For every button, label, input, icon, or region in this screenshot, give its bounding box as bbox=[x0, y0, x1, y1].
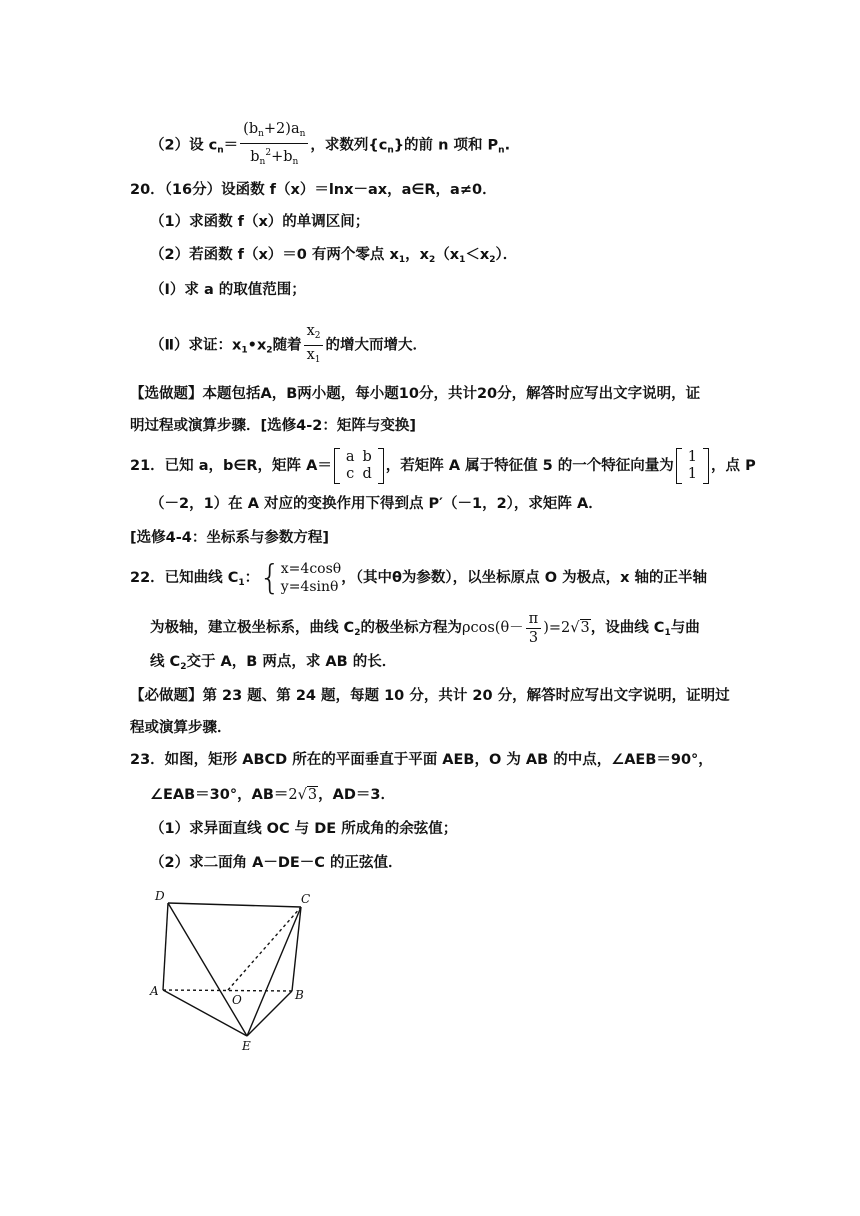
label-E: E bbox=[242, 1039, 251, 1053]
eigen-vector: 1 1 bbox=[676, 448, 709, 484]
edge-AB bbox=[163, 990, 292, 991]
q19-fraction: $\frac{(b_n+2)a_n}{b_n^2+b_n}$ bbox=[240, 120, 308, 171]
edge-CE bbox=[247, 907, 301, 1036]
label-B: B bbox=[295, 988, 304, 1002]
matrix-a: a b c d bbox=[334, 448, 384, 484]
q21-line1: 21．已知 a，b∈R，矩阵 A＝ a b c d ，若矩阵 A 属于特征值 5 的一个特征向量为 1 1 ，点 P bbox=[130, 449, 756, 482]
elective-intro-line1: 【选做题】本题包括A，B两小题，每小题10分，共计20分，解答时应写出文字说明，证 bbox=[130, 386, 701, 402]
edge-DC bbox=[168, 903, 301, 907]
q23-part2: （2）求二面角 A－DE－C 的正弦值． bbox=[150, 855, 403, 871]
q20-fraction: $\frac{x_2}{x_1}$ bbox=[304, 322, 324, 369]
edge-CB bbox=[292, 907, 301, 991]
q19-part2: （2）设 $c_n=$ $\frac{(b_n+2)a_n}{b_n^2+b_n}$ ，求数列$\{c_n\}$的前 n 项和 $P_n$. bbox=[150, 120, 510, 171]
edge-DE bbox=[168, 903, 247, 1036]
q20-part2: （2）若函数 f（x）＝0 有两个零点 $x_1$，$x_2(x_1<x_2)$． bbox=[150, 247, 518, 265]
label-C: C bbox=[301, 892, 311, 906]
param-system: { x=4cosθ y=4sinθ bbox=[259, 558, 342, 598]
q20-sub2: （Ⅱ）求证：$x_1•x_2$随着 $\frac{x_2}{x_1}$ 的增大而增大． bbox=[150, 322, 427, 369]
q20-part1: （1）求函数 f（x）的单调区间； bbox=[150, 214, 370, 230]
q22-line1: 22．已知曲线 $C_1$：{ x=4cosθ y=4sinθ ，（其中θ为参数），以坐标原点 O 为极点，x 轴的正半轴 bbox=[130, 558, 707, 598]
q20-sub1: （Ⅰ）求 a 的取值范围； bbox=[150, 282, 306, 298]
edge-BE bbox=[247, 991, 292, 1036]
elective-4-4-title: [选修4-4：坐标系与参数方程] bbox=[130, 530, 329, 546]
q23-line2: ∠EAB＝30°，AB＝2√3，AD＝3． bbox=[150, 787, 395, 803]
required-intro-line2: 程或演算步骤． bbox=[130, 720, 232, 736]
q23-line1: 23．如图，矩形 ABCD 所在的平面垂直于平面 AEB，O 为 AB 的中点，∠AEB＝90°， bbox=[130, 752, 713, 768]
edge-OC bbox=[228, 907, 301, 990]
label-O: O bbox=[232, 993, 242, 1007]
q22-line2: 为极轴，建立极坐标系，曲线 $C_2$的极坐标方程为ρcos(θ－ $\frac{\pi}{3}$ )=2√3，设曲线 $C_1$与曲 bbox=[150, 610, 700, 646]
label-D: D bbox=[155, 889, 165, 903]
geometry-figure bbox=[145, 885, 330, 1055]
edge-DA bbox=[163, 903, 168, 990]
polar-equation: ρcos(θ－ $\frac{\pi}{3}$ )=2√3 bbox=[461, 610, 590, 646]
required-intro-line1: 【必做题】第 23 题、第 24 题，每题 10 分，共计 20 分，解答时应写出文字说明，证明过 bbox=[130, 688, 730, 704]
q22-line3: 线 $C_2$交于 A，B 两点，求 AB 的长． bbox=[150, 654, 397, 672]
elective-intro-line2: 明过程或演算步骤．[选修4-2：矩阵与变换] bbox=[130, 418, 416, 434]
q21-line2: （－2，1）在 A 对应的变换作用下得到点 P′（－1，2），求矩阵 A． bbox=[150, 496, 603, 512]
sqrt-expression: 2√3 bbox=[288, 787, 318, 803]
label-A: A bbox=[150, 984, 159, 998]
q23-part1: （1）求异面直线 OC 与 DE 所成角的余弦值； bbox=[150, 821, 458, 837]
q20-stem: 20．（16分）设函数 f（x）＝lnx－ax，a∈R，a≠0． bbox=[130, 182, 497, 198]
